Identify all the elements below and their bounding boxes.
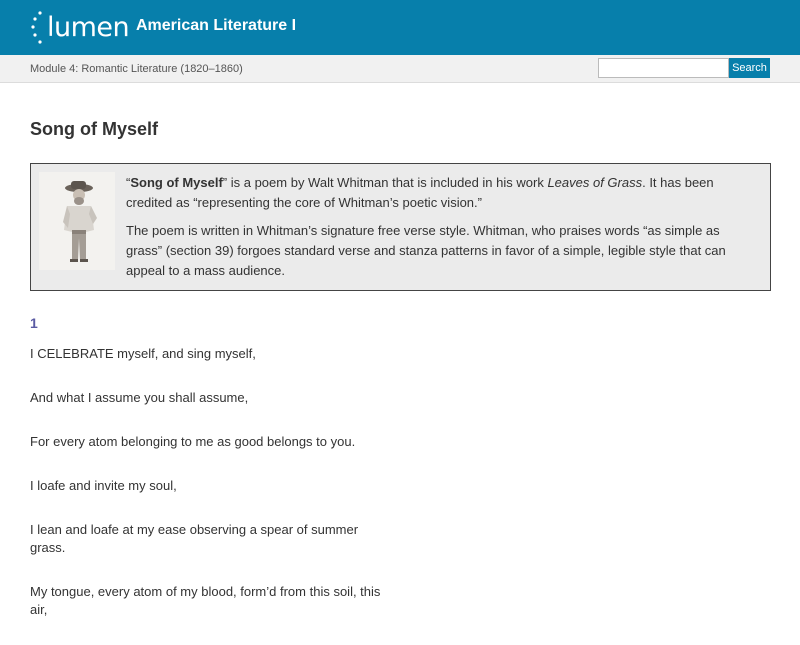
infobox-paragraph-1 [126, 173, 756, 213]
section-number: 1 [30, 315, 38, 331]
breadcrumb[interactable]: Module 4: Romantic Literature (1820–1860) [30, 63, 243, 75]
top-header [0, 0, 800, 55]
search-button[interactable]: Search [729, 58, 770, 78]
lumen-logo[interactable] [30, 10, 130, 46]
infobox-paragraph-2: The poem is written in Whitman’s signature free verse style. Whitman, who praises words “as simple as grass” (section 39) forgoes standard verse and stanza patterns in favor of a simple, legible style that can appeal to a mass audience. [126, 223, 726, 278]
poem-line: I lean and loafe at my ease observing a spear of summer grass. [30, 522, 359, 555]
poem-text [30, 345, 390, 645]
walt-whitman-portrait [39, 172, 115, 270]
poem-line: For every atom belonging to me as good belongs to you. [30, 434, 356, 449]
open-quote: “ [126, 175, 131, 190]
poem-line: My tongue, every atom of my blood, form’d from this soil, this air, [30, 584, 381, 617]
logo-text: lumen [47, 12, 130, 43]
poem-line: And what I assume you shall assume, [30, 390, 249, 405]
course-title[interactable]: American Literature I [136, 17, 297, 34]
poem-name-bold: Song of Myself [130, 175, 223, 190]
page-title: Song of Myself [30, 119, 159, 139]
poem-infobox [30, 163, 771, 291]
paragraph-1-mid: ” is a poem by Walt Whitman that is included in his work [222, 175, 548, 190]
module-bar [0, 55, 800, 83]
poem-line: I CELEBRATE myself, and sing myself, [30, 346, 256, 361]
work-title-italic: Leaves of Grass [547, 175, 643, 190]
paragraph-1-end: . It has been credited as “representing the core of Whitman’s poetic vision.” [126, 175, 714, 210]
search-input[interactable] [598, 58, 729, 78]
poem-line: I loafe and invite my soul, [30, 478, 177, 493]
infobox-text [126, 173, 756, 289]
logo-dots-icon [30, 10, 48, 46]
